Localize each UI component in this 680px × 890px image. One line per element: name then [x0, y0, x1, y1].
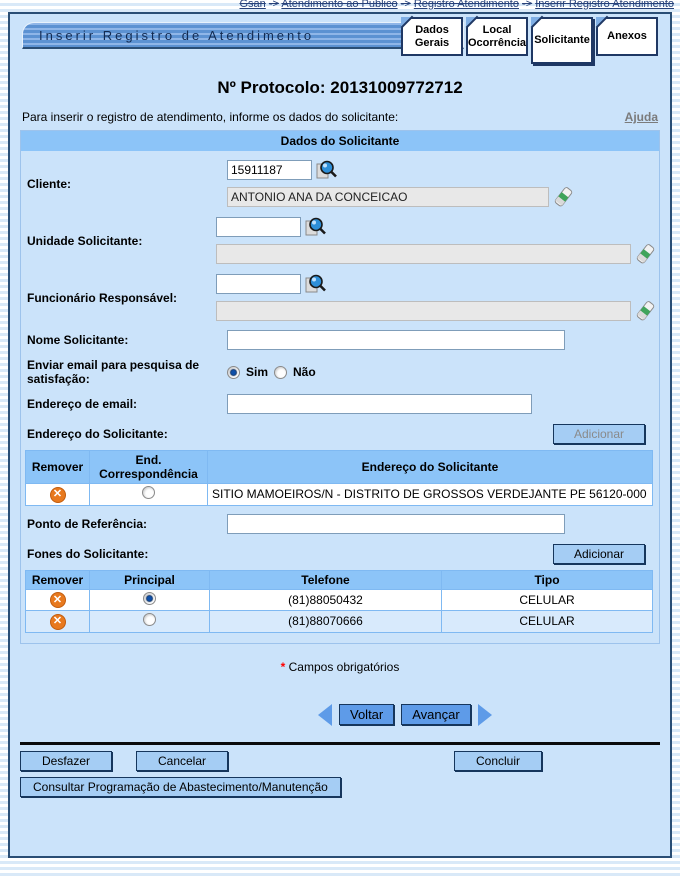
cliente-name-field	[227, 187, 549, 207]
field-row-unidade	[25, 216, 655, 265]
funcionario-code-input[interactable]	[216, 274, 301, 294]
breadcrumb-separator: ->	[268, 0, 279, 10]
column-header-end-correspondencia: End. Correspondência	[90, 451, 208, 484]
field-row-nome	[25, 330, 655, 350]
email-pesquisa-radio-group	[227, 365, 316, 379]
telefone-cell: (81)88070666	[210, 611, 442, 633]
field-row-cliente	[25, 159, 655, 208]
section-header: Dados do Solicitante	[21, 131, 659, 151]
phone-row	[26, 589, 653, 611]
unidade-name-field	[216, 244, 631, 264]
eraser-icon[interactable]	[635, 243, 655, 265]
correspondence-radio[interactable]	[142, 486, 155, 499]
phones-section-row	[25, 544, 655, 564]
tab-dados-gerais[interactable]	[401, 17, 463, 56]
tab-label: Dados Gerais	[414, 24, 450, 49]
column-header-remover: Remover	[26, 570, 90, 589]
unidade-code-input[interactable]	[216, 217, 301, 237]
breadcrumb-link-atendimento-publico[interactable]: Atendimento ao Publico	[281, 0, 398, 10]
phones-table	[25, 570, 653, 633]
page-title-text: Inserir Registro de Atendimento	[39, 28, 315, 43]
desfazer-button[interactable]: Desfazer	[20, 751, 112, 771]
solicitante-form	[20, 130, 660, 644]
page-title	[22, 22, 464, 49]
tab-solicitante[interactable]	[531, 17, 593, 64]
add-address-button[interactable]: Adicionar	[553, 424, 645, 444]
radio-sim[interactable]	[227, 366, 240, 379]
nome-label: Nome Solicitante:	[27, 333, 129, 347]
nome-solicitante-input[interactable]	[227, 330, 565, 350]
footer-actions	[20, 751, 660, 771]
cliente-code-input[interactable]	[227, 160, 312, 180]
tab-anexos[interactable]	[596, 17, 658, 56]
next-arrow-icon[interactable]	[478, 704, 492, 726]
eraser-icon[interactable]	[553, 186, 573, 208]
breadcrumb-link-gsan[interactable]: Gsan	[239, 0, 266, 10]
column-header-principal: Principal	[90, 570, 210, 589]
tab-label: Anexos	[607, 30, 647, 43]
tab-label: Local Ocorrência	[467, 24, 527, 49]
cliente-label: Cliente:	[27, 176, 72, 191]
phones-section-label: Fones do Solicitante:	[27, 546, 149, 561]
principal-radio[interactable]	[143, 592, 156, 605]
column-header-remover: Remover	[26, 451, 90, 484]
cancelar-button[interactable]: Cancelar	[136, 751, 228, 771]
required-text: Campos obrigatórios	[288, 659, 400, 674]
phone-row	[26, 611, 653, 633]
footer-actions-2	[20, 777, 660, 797]
unidade-label: Unidade Solicitante:	[27, 233, 143, 248]
protocol-number: 20131009772712	[330, 78, 463, 97]
email-label: Endereço de email:	[27, 397, 138, 411]
address-table	[25, 450, 653, 506]
remove-phone-icon[interactable]: ✕	[50, 592, 66, 608]
breadcrumb-separator: ->	[400, 0, 411, 10]
title-row	[20, 14, 660, 68]
email-input[interactable]	[227, 394, 532, 414]
radio-nao-label: Não	[293, 365, 316, 379]
required-asterisk: *	[280, 659, 286, 674]
tab-label: Solicitante	[534, 34, 590, 47]
column-header-endereco: Endereço do Solicitante	[208, 451, 653, 484]
field-row-funcionario	[25, 273, 655, 322]
consultar-programacao-button[interactable]: Consultar Programação de Abastecimento/Manutenção	[20, 777, 341, 797]
tipo-cell: CELULAR	[442, 589, 653, 611]
search-icon[interactable]	[305, 273, 327, 295]
remove-phone-icon[interactable]: ✕	[50, 614, 66, 630]
address-row	[26, 484, 653, 506]
phones-table-header	[26, 570, 653, 589]
address-section-label: Endereço do Solicitante:	[27, 427, 168, 441]
column-header-tipo: Tipo	[442, 570, 653, 589]
protocol-label: Nº Protocolo:	[217, 78, 326, 97]
field-row-email-pesquisa	[25, 358, 655, 386]
address-section-row	[25, 424, 655, 444]
field-row-email	[25, 394, 655, 414]
breadcrumb	[240, 0, 675, 10]
protocol-heading	[20, 78, 660, 98]
concluir-button[interactable]: Concluir	[454, 751, 542, 771]
funcionario-label: Funcionário Responsável:	[27, 290, 178, 305]
field-row-ponto	[25, 514, 655, 534]
radio-nao[interactable]	[274, 366, 287, 379]
remove-address-icon[interactable]: ✕	[50, 487, 66, 503]
address-cell: SITIO MAMOEIROS/N - DISTRITO DE GROSSOS VERDEJANTE PE 56120-000	[208, 484, 653, 506]
voltar-button[interactable]: Voltar	[339, 704, 394, 725]
tab-strip	[401, 17, 658, 64]
search-icon[interactable]	[316, 159, 338, 181]
funcionario-name-field	[216, 301, 631, 321]
required-fields-note	[20, 660, 660, 674]
telefone-cell: (81)88050432	[210, 589, 442, 611]
add-phone-button[interactable]: Adicionar	[553, 544, 645, 564]
help-link[interactable]: Ajuda	[624, 110, 658, 124]
previous-arrow-icon[interactable]	[318, 704, 332, 726]
tipo-cell: CELULAR	[442, 611, 653, 633]
radio-sim-label: Sim	[246, 365, 269, 379]
breadcrumb-link-inserir-registro[interactable]: Inserir Registro Atendimento	[535, 0, 674, 10]
wizard-nav	[318, 704, 660, 726]
tab-local-ocorrencia[interactable]	[466, 17, 528, 56]
principal-radio[interactable]	[143, 613, 156, 626]
main-window	[8, 12, 672, 858]
intro-text: Para inserir o registro de atendimento, informe os dados do solicitante:	[22, 110, 399, 124]
avancar-button[interactable]: Avançar	[401, 704, 470, 725]
ponto-referencia-input[interactable]	[227, 514, 565, 534]
eraser-icon[interactable]	[635, 300, 655, 322]
ponto-label: Ponto de Referência:	[27, 516, 148, 531]
address-table-header	[26, 451, 653, 484]
breadcrumb-separator: ->	[522, 0, 533, 10]
footer-divider	[20, 742, 660, 745]
column-header-telefone: Telefone	[210, 570, 442, 589]
search-icon[interactable]	[305, 216, 327, 238]
breadcrumb-link-registro-atendimento[interactable]: Registro Atendimento	[413, 0, 519, 10]
email-pesquisa-label: Enviar email para pesquisa de satisfação:	[27, 358, 200, 386]
